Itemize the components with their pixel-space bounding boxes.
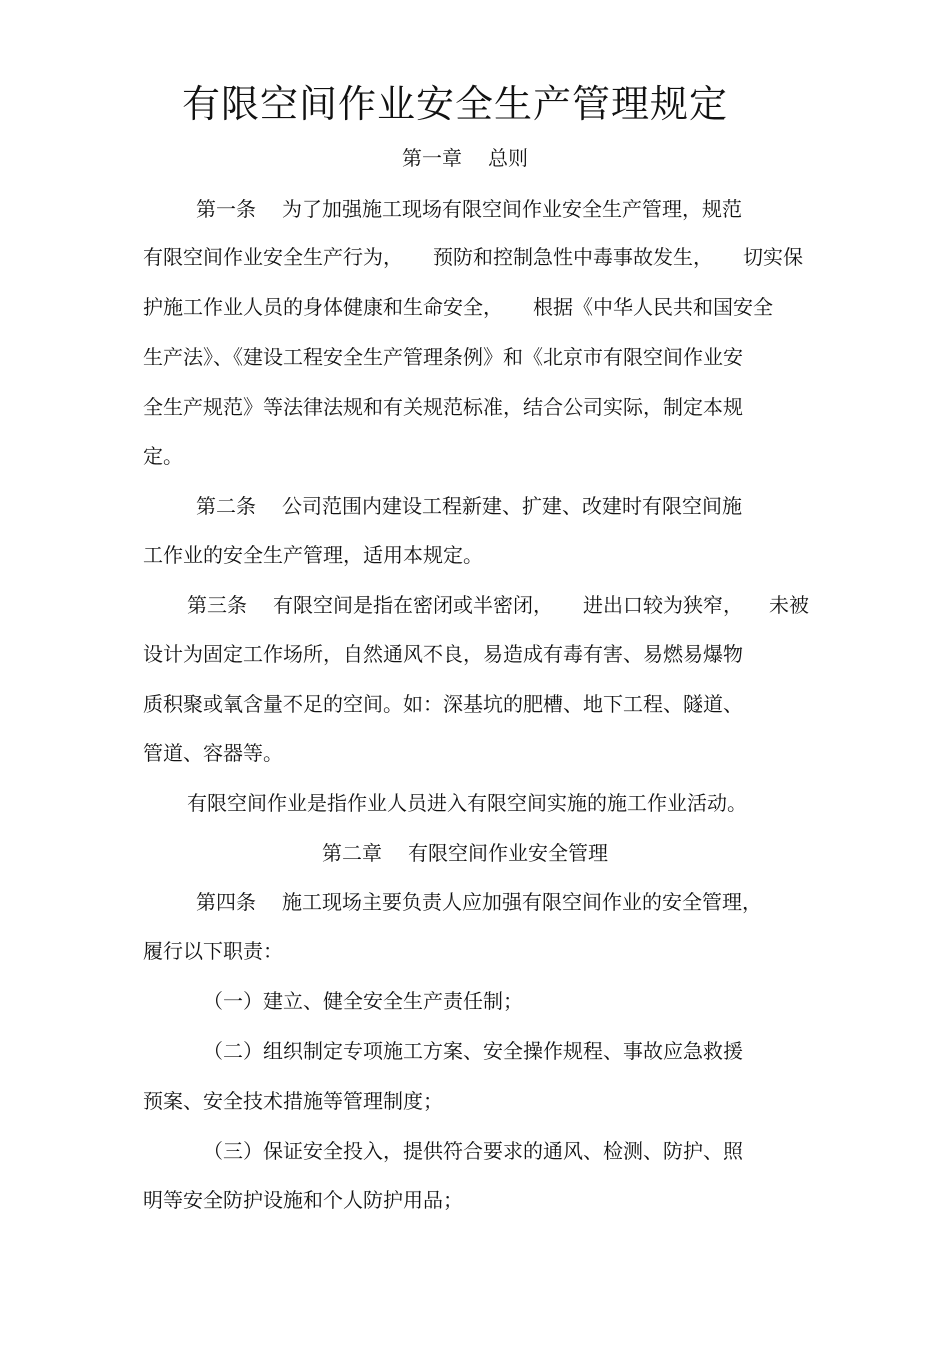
article-text: 有限空间是指在密闭或半密闭， <box>273 593 553 617</box>
article-3-definition: 有限空间作业是指作业人员进入有限空间实施的施工作业活动。 <box>187 791 747 815</box>
article-text: 公司范围内建设工程新建、扩建、改建时有限空间施 <box>282 494 742 518</box>
article-3-line-3: 质积聚或氧含量不足的空间。如：深基坑的肥槽、地下工程、隧道、 <box>143 692 743 716</box>
article-label: 第三条 <box>187 593 247 617</box>
article-label: 第二条 <box>196 494 256 518</box>
article-4-line-1 <box>196 888 762 916</box>
article-2-line-2: 工作业的安全生产管理，适用本规定。 <box>143 543 483 567</box>
article-3-line-1 <box>187 591 809 619</box>
article-text: 进出口较为狭窄， <box>583 593 743 617</box>
chapter-heading-1 <box>0 144 930 172</box>
article-1-line-2 <box>143 243 803 271</box>
list-item-3-cont: 明等安全防护设施和个人防护用品； <box>143 1188 463 1212</box>
article-2-line-1 <box>196 492 742 520</box>
list-item-1: （一）建立、健全安全生产责任制； <box>203 989 523 1013</box>
chapter-number: 第一章 <box>402 146 462 170</box>
list-item-2: （二）组织制定专项施工方案、安全操作规程、事故应急救援 <box>203 1039 743 1063</box>
article-1-line-5: 全生产规范》等法律法规和有关规范标准，结合公司实际，制定本规 <box>143 395 743 419</box>
article-text: 有限空间作业安全生产行为， <box>143 245 403 269</box>
article-text: 施工现场主要负责人应加强有限空间作业的安全管理， <box>282 890 762 914</box>
article-text: 切实保 <box>743 245 803 269</box>
article-3-line-2: 设计为固定工作场所，自然通风不良，易造成有毒有害、易燃易爆物 <box>143 642 743 666</box>
list-item-3: （三）保证安全投入，提供符合要求的通风、检测、防护、照 <box>203 1139 743 1163</box>
list-item-2-cont: 预案、安全技术措施等管理制度； <box>143 1089 443 1113</box>
article-text: 根据《中华人民共和国安全 <box>533 295 773 319</box>
document-title: 有限空间作业安全生产管理规定 <box>181 82 728 126</box>
article-1-line-4: 生产法》、《建设工程安全生产管理条例》和《北京市有限空间作业安 <box>143 345 743 369</box>
article-text: 为了加强施工现场有限空间作业安全生产管理，规范 <box>282 197 742 221</box>
article-1-line-1 <box>196 195 742 223</box>
article-1-line-6: 定。 <box>143 444 183 468</box>
article-label: 第四条 <box>196 890 256 914</box>
article-text: 护施工作业人员的身体健康和生命安全， <box>143 295 503 319</box>
chapter-name: 总则 <box>488 146 528 170</box>
article-4-line-2: 履行以下职责： <box>143 939 283 963</box>
article-1-line-3 <box>143 293 773 321</box>
article-3-line-4: 管道、容器等。 <box>143 741 283 765</box>
article-label: 第一条 <box>196 197 256 221</box>
article-text: 未被 <box>769 593 809 617</box>
chapter-heading-2 <box>0 839 930 867</box>
chapter-number: 第二章 <box>322 841 382 865</box>
article-text: 预防和控制急性中毒事故发生， <box>433 245 713 269</box>
chapter-name: 有限空间作业安全管理 <box>408 841 608 865</box>
